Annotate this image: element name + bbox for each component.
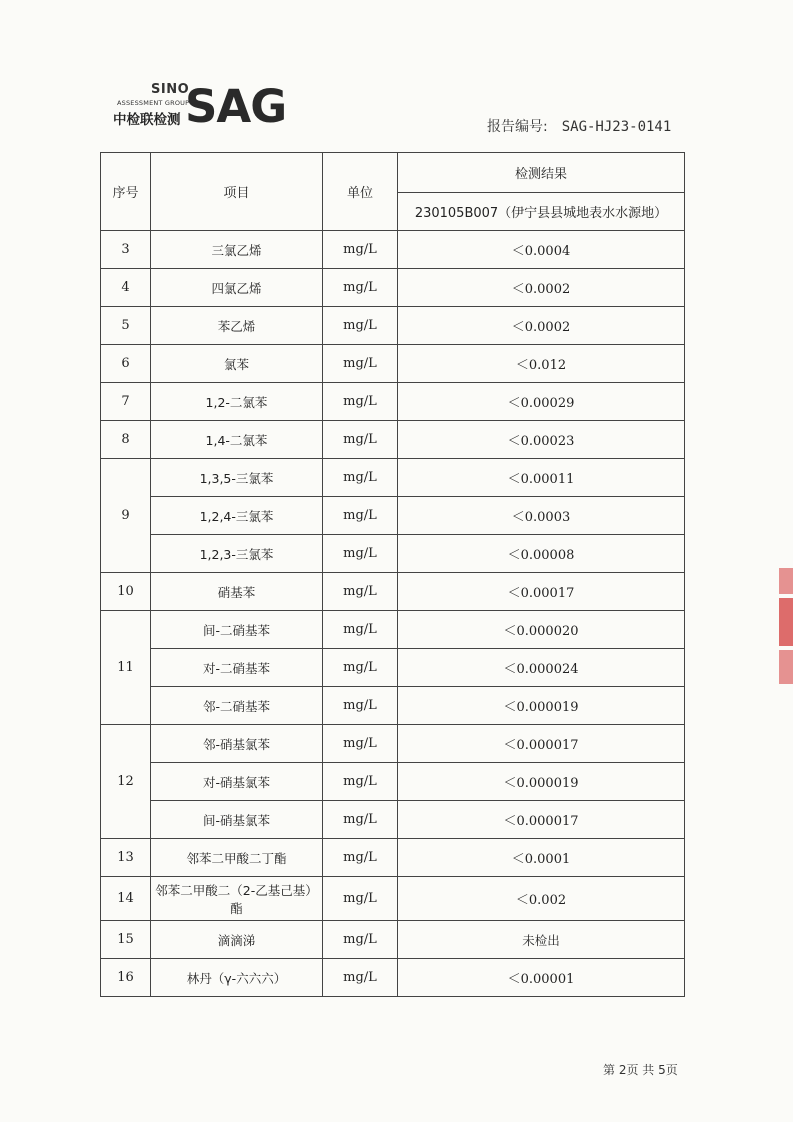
row-result: ＜0.00017 [398, 573, 685, 611]
row-unit: mg/L [323, 459, 398, 497]
table-row [101, 421, 685, 459]
table-row [101, 959, 685, 997]
row-result: ＜0.00001 [398, 959, 685, 997]
row-result: ＜0.00029 [398, 383, 685, 421]
table-row [101, 573, 685, 611]
row-result: ＜0.000017 [398, 801, 685, 839]
row-no: 7 [101, 383, 151, 421]
row-unit: mg/L [323, 959, 398, 997]
row-item: 对-二硝基苯 [151, 649, 323, 687]
row-unit: mg/L [323, 649, 398, 687]
report-number-label: 报告编号: [487, 119, 548, 135]
row-unit: mg/L [323, 421, 398, 459]
table-row [101, 535, 685, 573]
row-unit: mg/L [323, 535, 398, 573]
row-unit: mg/L [323, 877, 398, 921]
row-item: 邻-二硝基苯 [151, 687, 323, 725]
table-row [101, 763, 685, 801]
red-stamp-fragment [777, 568, 793, 718]
row-result: ＜0.000019 [398, 763, 685, 801]
row-item: 硝基苯 [151, 573, 323, 611]
table-row [101, 725, 685, 763]
table-row [101, 839, 685, 877]
table-row [101, 649, 685, 687]
table-row [101, 345, 685, 383]
row-result: ＜0.002 [398, 877, 685, 921]
row-no: 6 [101, 345, 151, 383]
row-no: 9 [101, 459, 151, 573]
row-unit: mg/L [323, 839, 398, 877]
row-unit: mg/L [323, 573, 398, 611]
row-unit: mg/L [323, 497, 398, 535]
table-row [101, 497, 685, 535]
row-item: 对-硝基氯苯 [151, 763, 323, 801]
page-number: 第 2页 共 5页 [603, 1063, 678, 1077]
row-item: 三氯乙烯 [151, 231, 323, 269]
table-row [101, 801, 685, 839]
row-item: 邻苯二甲酸二（2-乙基己基）酯 [151, 877, 323, 921]
row-item: 邻苯二甲酸二丁酯 [151, 839, 323, 877]
table-row [101, 877, 685, 921]
row-item: 苯乙烯 [151, 307, 323, 345]
row-unit: mg/L [323, 345, 398, 383]
row-result: ＜0.000020 [398, 611, 685, 649]
logo-assessment-text: ASSESSMENT GROUP [117, 99, 190, 107]
row-no: 15 [101, 921, 151, 959]
row-unit: mg/L [323, 763, 398, 801]
header-no: 序号 [101, 153, 151, 231]
row-result: ＜0.0002 [398, 269, 685, 307]
table-row [101, 383, 685, 421]
row-no: 5 [101, 307, 151, 345]
row-unit: mg/L [323, 383, 398, 421]
row-item: 1,4-二氯苯 [151, 421, 323, 459]
row-item: 林丹（γ-六六六） [151, 959, 323, 997]
row-item: 四氯乙烯 [151, 269, 323, 307]
report-number [487, 116, 671, 136]
row-unit: mg/L [323, 725, 398, 763]
table-row [101, 269, 685, 307]
table-row [101, 921, 685, 959]
row-item: 氯苯 [151, 345, 323, 383]
row-result: ＜0.00008 [398, 535, 685, 573]
row-unit: mg/L [323, 307, 398, 345]
logo-sino-text: SINO [151, 82, 190, 97]
row-result: ＜0.000024 [398, 649, 685, 687]
header-item: 项目 [151, 153, 323, 231]
row-no: 3 [101, 231, 151, 269]
row-no: 10 [101, 573, 151, 611]
row-result: ＜0.012 [398, 345, 685, 383]
table-header-row [101, 153, 685, 193]
results-table [100, 152, 685, 997]
row-no: 12 [101, 725, 151, 839]
row-item: 1,2,4-三氯苯 [151, 497, 323, 535]
row-item: 间-硝基氯苯 [151, 801, 323, 839]
row-no: 13 [101, 839, 151, 877]
header-result: 检测结果 [398, 153, 685, 193]
row-result: ＜0.00023 [398, 421, 685, 459]
logo-chinese-name: 中检联检测 [113, 112, 181, 128]
row-result: ＜0.000019 [398, 687, 685, 725]
row-no: 16 [101, 959, 151, 997]
row-result: ＜0.0004 [398, 231, 685, 269]
row-result: ＜0.00011 [398, 459, 685, 497]
row-item: 滴滴涕 [151, 921, 323, 959]
row-unit: mg/L [323, 231, 398, 269]
table-row [101, 231, 685, 269]
row-item: 1,3,5-三氯苯 [151, 459, 323, 497]
row-unit: mg/L [323, 921, 398, 959]
row-no: 4 [101, 269, 151, 307]
row-result: ＜0.0001 [398, 839, 685, 877]
row-no: 11 [101, 611, 151, 725]
header-sample-id: 230105B007（伊宁县县城地表水水源地） [398, 193, 685, 231]
row-item: 邻-硝基氯苯 [151, 725, 323, 763]
row-item: 1,2-二氯苯 [151, 383, 323, 421]
table-row [101, 611, 685, 649]
row-unit: mg/L [323, 801, 398, 839]
row-result: ＜0.0002 [398, 307, 685, 345]
company-logo [113, 80, 287, 133]
row-result: ＜0.0003 [398, 497, 685, 535]
header-unit: 单位 [323, 153, 398, 231]
table-row [101, 687, 685, 725]
row-item: 间-二硝基苯 [151, 611, 323, 649]
row-unit: mg/L [323, 687, 398, 725]
row-unit: mg/L [323, 611, 398, 649]
row-result: 未检出 [398, 921, 685, 959]
row-unit: mg/L [323, 269, 398, 307]
table-row [101, 307, 685, 345]
report-number-value: SAG-HJ23-0141 [561, 119, 672, 135]
table-row [101, 459, 685, 497]
logo-sag-text: SAG [185, 80, 287, 133]
row-no: 14 [101, 877, 151, 921]
row-result: ＜0.000017 [398, 725, 685, 763]
row-no: 8 [101, 421, 151, 459]
row-item: 1,2,3-三氯苯 [151, 535, 323, 573]
